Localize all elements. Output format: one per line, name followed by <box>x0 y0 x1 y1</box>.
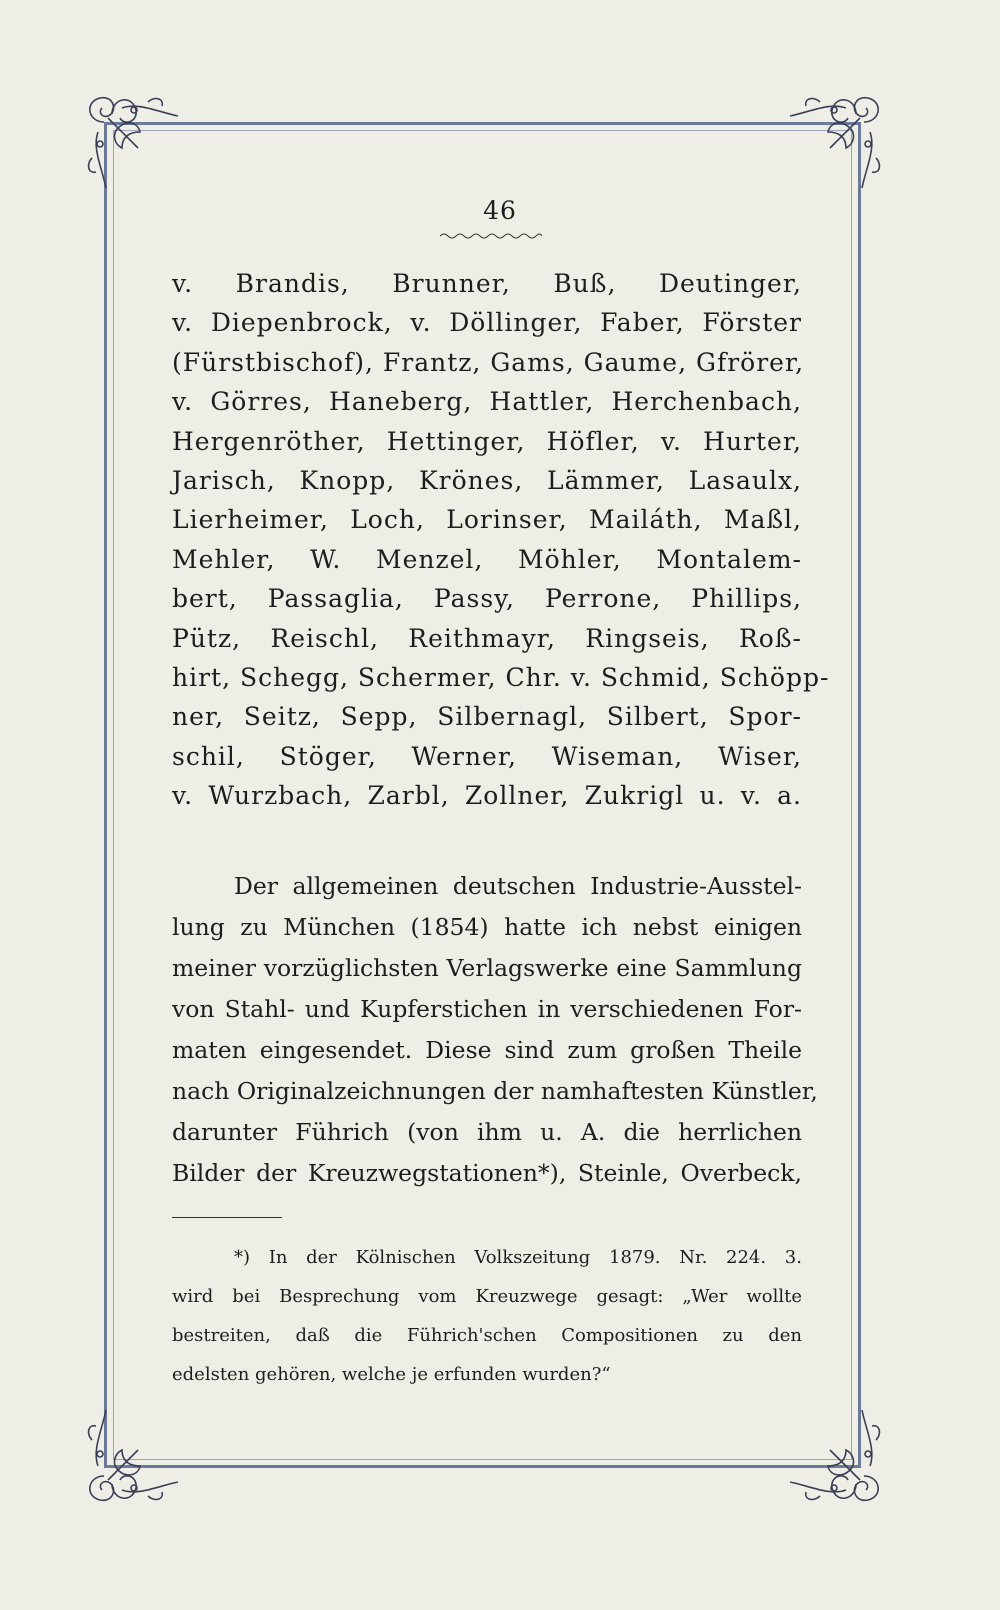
body-paragraph <box>172 866 818 1194</box>
names-line: schil, Stöger, Werner, Wiseman, Wiser, <box>172 741 802 771</box>
names-line: Lierheimer, Loch, Lorinser, Mailáth, Maßl, <box>172 505 802 535</box>
paragraph-line: darunter Führich (von ihm u. A. die herrlichen <box>172 1118 802 1146</box>
names-line: (Fürstbischof), Frantz, Gams, Gaume, Gfrörer, <box>172 347 805 377</box>
author-names-list <box>172 264 830 816</box>
footnote-line: *) In der Kölnischen Volkszeitung 1879. Nr. 224. 3. <box>234 1247 802 1268</box>
corner-ornament-top-left <box>78 88 188 198</box>
footnote-line: bestreiten, daß die Führich'schen Compositionen zu den <box>172 1325 802 1346</box>
paragraph-line: maten eingesendet. Diese sind zum großen Theile <box>172 1036 802 1064</box>
names-line: v. Diepenbrock, v. Döllinger, Faber, Förster <box>172 308 802 338</box>
footnote-separator <box>172 1217 282 1218</box>
paragraph-line: von Stahl- und Kupferstichen in verschiedenen For- <box>172 995 802 1023</box>
paragraph-line: lung zu München (1854) hatte ich nebst einigen <box>172 913 802 941</box>
page-number-wavy-rule <box>440 232 542 240</box>
names-line: Mehler, W. Menzel, Möhler, Montalem- <box>172 544 802 574</box>
names-line: bert, Passaglia, Passy, Perrone, Phillips, <box>172 584 802 614</box>
names-line: Pütz, Reischl, Reithmayr, Ringseis, Roß- <box>172 623 802 653</box>
corner-ornament-bottom-left <box>78 1400 188 1510</box>
names-line: Hergenröther, Hettinger, Höfler, v. Hurter, <box>172 426 802 456</box>
footnote-line: edelsten gehören, welche je erfunden wurden?“ <box>172 1364 611 1385</box>
names-line: v. Görres, Haneberg, Hattler, Herchenbach, <box>172 387 802 417</box>
paragraph-line: nach Originalzeichnungen der namhaftesten Künstler, <box>172 1077 818 1105</box>
footnote <box>172 1238 802 1394</box>
names-line: v. Wurzbach, Zarbl, Zollner, Zukrigl u. v. a. <box>172 781 802 811</box>
names-line: Jarisch, Knopp, Krönes, Lämmer, Lasaulx, <box>172 466 802 496</box>
corner-ornament-top-right <box>780 88 890 198</box>
paragraph-line: Der allgemeinen deutschen Industrie-Ausstel- <box>234 872 802 900</box>
page-number: 46 <box>483 196 517 225</box>
paragraph-line: meiner vorzüglichsten Verlagswerke eine Sammlung <box>172 954 802 982</box>
names-line: hirt, Schegg, Schermer, Chr. v. Schmid, Schöpp- <box>172 663 830 693</box>
names-line: v. Brandis, Brunner, Buß, Deutinger, <box>172 269 802 298</box>
names-line: ner, Seitz, Sepp, Silbernagl, Silbert, Spor- <box>172 702 802 732</box>
footnote-line: wird bei Besprechung vom Kreuzwege gesagt: „Wer wollte <box>172 1286 802 1307</box>
paragraph-line: Bilder der Kreuzwegstationen*), Steinle, Overbeck, <box>172 1159 802 1187</box>
corner-ornament-bottom-right <box>780 1400 890 1510</box>
